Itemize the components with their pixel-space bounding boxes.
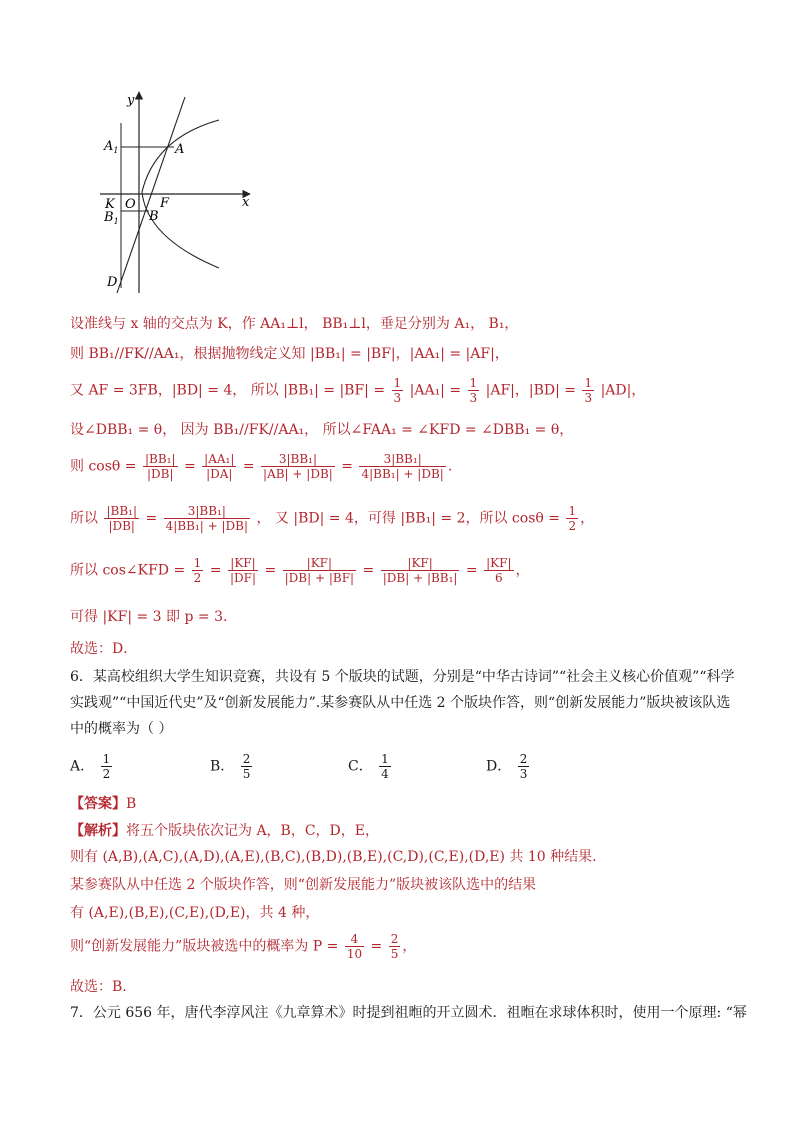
focal-chord-line xyxy=(117,97,185,293)
fraction: $\frac{\text{|BB₁|}}{|DB|}$ xyxy=(144,452,176,481)
solution-line-3-part-b: |AA₁| = xyxy=(409,382,462,399)
q6-stem-line-2: 实践观”“中国近代史”及“创新发展能力”.某参赛队从中任选 2 个版块作答，则“创新发展能力”版块被该队选 xyxy=(70,695,731,711)
fraction-one-third: $\frac{1}{3}$ xyxy=(469,376,478,405)
solution-line-5: 则 cosθ = $\frac{\text{|BB₁|}}{|DB|}$ = $\frac{\text{|AA₁|}}{|DA|}$ = $\frac{\text{3|BB₁|}}{|AB| + |DB|}$ = $\frac{\text{3|BB₁|}}{\text{4|BB₁| + |DB|}}$ . xyxy=(70,452,453,481)
label-O: O xyxy=(125,197,136,212)
solution-line-8: 可得 |KF| = 3 即 p = 3. xyxy=(70,609,228,625)
solution-line-3 xyxy=(70,376,645,405)
option-D[interactable]: D． $\frac{2}{3}$ xyxy=(486,752,528,781)
fraction: $\frac{|KF|}{6}$ xyxy=(486,556,512,585)
fraction-one-third: $\frac{1}{3}$ xyxy=(393,376,402,405)
fraction-one-third: $\frac{1}{3}$ xyxy=(584,376,593,405)
solution-line-9: 故选：D． xyxy=(70,641,138,657)
solution-line-7: 所以 cos∠KFD = $\frac{1}{2}$ = $\frac{|KF|}{|DF|}$ = $\frac{|KF|}{|DB| + |BF|}$ = $\frac{|KF|}{\text{|DB| + |BB₁|}}$ = $\frac{|KF|}{6}$ ， xyxy=(70,556,530,585)
q7-stem-line-1: 7．公元 656 年，唐代李淳风注《九章算术》时提到祖暅的开立圆术．祖暅在求球体积时，使用一个原理: “幂 xyxy=(70,1005,747,1021)
label-A: A xyxy=(175,142,185,157)
analysis-line-5: 则“创新发展能力”版块被选中的概率为 P = $\frac{4}{10}$ = $\frac{2}{5}$ ， xyxy=(70,932,417,961)
parabola-figure xyxy=(95,88,295,298)
solution-line-6: 所以 $\frac{\text{|BB₁|}}{|DB|}$ = $\frac{\text{3|BB₁|}}{\text{4|BB₁| + |DB|}}$ ， 又 |BD| = 4，可得 |BB₁| = 2，所以 cosθ = $\frac{1}{2}$ ， xyxy=(70,504,595,533)
cos-kfd-prefix: 所以 cos∠KFD = xyxy=(70,562,186,579)
label-x: x xyxy=(242,195,250,210)
q6-stem-line-3: 中的概率为（ ） xyxy=(70,721,173,737)
fraction-one-half: $\frac{1}{2}$ xyxy=(193,556,202,585)
option-A[interactable]: A． $\frac{1}{2}$ xyxy=(70,752,111,781)
label-y: y xyxy=(127,93,135,108)
solution-line-3-part-a: 又 AF = 3FB，|BD| = 4， 所以 |BB₁| = |BF| = xyxy=(70,382,386,399)
cos-theta-prefix: 则 cosθ = xyxy=(70,458,137,475)
solution-line-4: 设∠DBB₁ = θ， 因为 BB₁//FK//AA₁， 所以∠FAA₁ = ∠KFD = ∠DBB₁ = θ， xyxy=(70,422,574,438)
fraction: $\frac{|KF|}{\text{|DB| + |BB₁|}}$ xyxy=(382,556,458,585)
label-A1: $A_1$ xyxy=(104,139,119,155)
analysis-line-4: 有 (A,E),(B,E),(C,E),(D,E)，共 4 种， xyxy=(70,905,320,921)
solution-line-6-suffix: ， 又 |BD| = 4，可得 |BB₁| = 2，所以 cosθ = xyxy=(256,510,560,527)
label-K: K xyxy=(105,197,115,212)
fraction: $\frac{|KF|}{|DB| + |BF|}$ xyxy=(284,556,355,585)
analysis-line-1: 【解析】将五个版块依次记为 A，B，C，D，E， xyxy=(70,823,380,839)
option-B[interactable]: B． $\frac{2}{5}$ xyxy=(210,752,251,781)
solution-line-2: 则 BB₁//FK//AA₁，根据抛物线定义知 |BB₁| = |BF|，|AA₁| = |AF|， xyxy=(70,346,509,362)
label-B1: $B_1$ xyxy=(104,210,119,226)
fraction: $\frac{|KF|}{|DF|}$ xyxy=(229,556,256,585)
fraction: $\frac{\text{3|BB₁|}}{|AB| + |DB|}$ xyxy=(263,452,333,481)
fraction: $\frac{4}{10}$ xyxy=(346,932,363,961)
analysis-line-6: 故选：B. xyxy=(70,979,127,995)
option-C[interactable]: C． $\frac{1}{4}$ xyxy=(348,752,389,781)
solution-line-1: 设准线与 x 轴的交点为 K，作 AA₁⊥l， BB₁⊥l，垂足分别为 A₁， B₁， xyxy=(70,316,519,332)
analysis-line-2: 则有 (A,B),(A,C),(A,D),(A,E),(B,C),(B,D),(B,E),(C,D),(C,E),(D,E) 共 10 种结果. xyxy=(70,849,597,865)
label-F: F xyxy=(160,196,170,211)
fraction: $\frac{\text{3|BB₁|}}{\text{4|BB₁| + |DB|}}$ xyxy=(165,504,249,533)
q6-stem-line-1: 6．某高校组织大学生知识竞赛，共设有 5 个版块的试题，分别是“中华古诗词”“社会主义核心价值观”“科学 xyxy=(70,669,735,685)
analysis-line-3: 某参赛队从中任选 2 个版块作答，则“创新发展能力”版块被该队选中的结果 xyxy=(70,877,537,893)
solution-line-3-part-c: |AF|，|BD| = xyxy=(485,382,577,399)
solution-line-3-part-d: |AD|， xyxy=(600,382,646,399)
label-D: D xyxy=(107,275,118,290)
fraction: $\frac{\text{3|BB₁|}}{\text{4|BB₁| + |DB|}}$ xyxy=(361,452,444,481)
fraction: $\frac{2}{5}$ xyxy=(390,932,399,961)
fraction: $\frac{\text{|BB₁|}}{|DB|}$ xyxy=(106,504,137,533)
fraction: $\frac{\text{|AA₁|}}{|DA|}$ xyxy=(204,452,235,481)
answer-line: 【答案】B xyxy=(70,796,137,812)
label-B: B xyxy=(149,209,159,224)
fraction-one-half: $\frac{1}{2}$ xyxy=(568,504,577,533)
solution-line-6-prefix: 所以 xyxy=(70,510,98,527)
